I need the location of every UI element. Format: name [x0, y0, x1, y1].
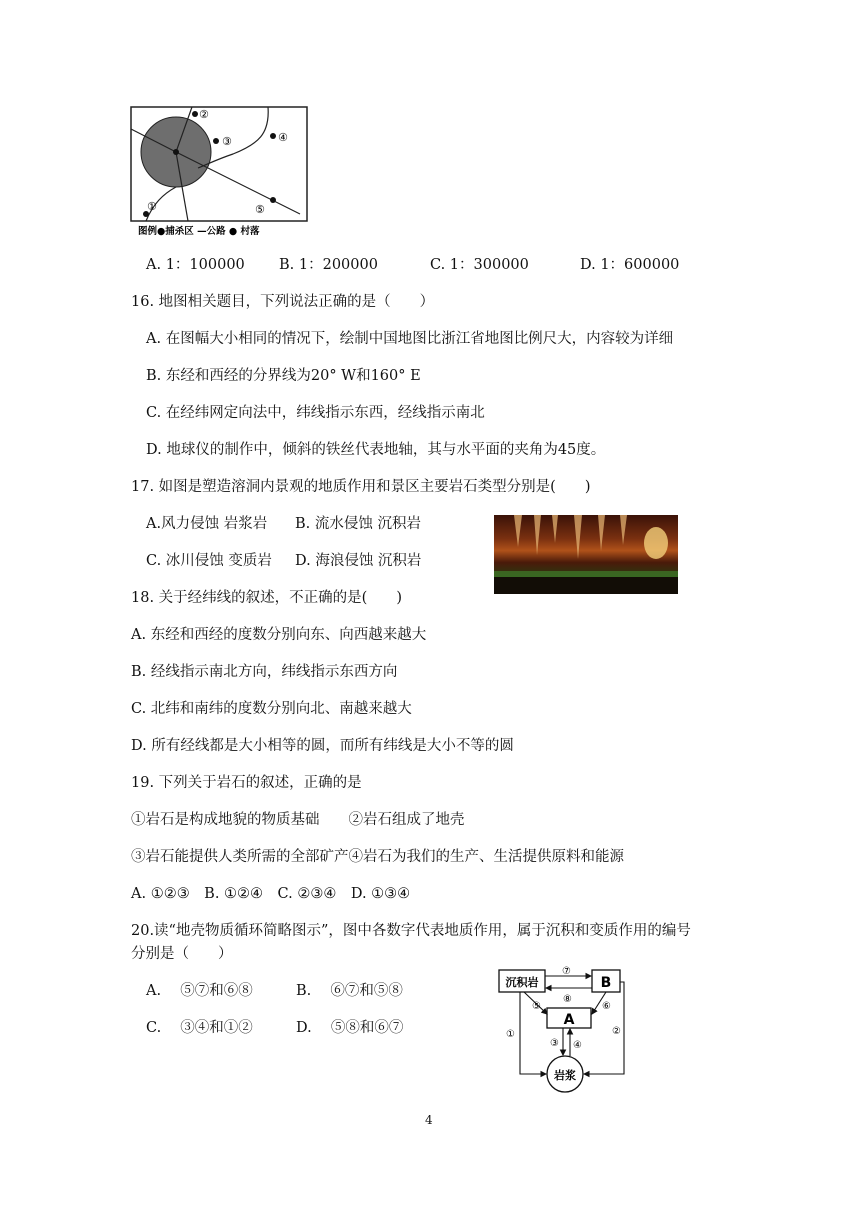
svg-text:①: ①	[506, 1029, 515, 1040]
svg-text:⑥: ⑥	[602, 1001, 611, 1012]
village-2	[192, 111, 198, 117]
q17-option-c: C. 冰川侵蚀 变质岩	[146, 553, 272, 569]
q17-stem: 17. 如图是塑造溶洞内景观的地质作用和景区主要岩石类型分别是( )	[131, 479, 591, 495]
map-label-5: ⑤	[255, 203, 265, 216]
page-number: 4	[425, 1113, 433, 1127]
cave-photo	[494, 515, 678, 594]
q20-option-c: C. ③④和①②	[146, 1020, 253, 1036]
map-label-3: ③	[222, 135, 232, 148]
svg-text:沉积岩: 沉积岩	[505, 976, 539, 989]
q16-option-a: A. 在图幅大小相同的情况下，绘制中国地图比浙江省地图比例尺大，内容较为详细	[146, 331, 674, 347]
map-label-4: ④	[278, 131, 288, 144]
q20-option-d: D. ⑤⑧和⑥⑦	[296, 1020, 404, 1036]
map-label-2: ②	[199, 108, 209, 121]
village-3	[213, 138, 219, 144]
q20-stem-line1: 20.读“地壳物质循环简略图示”，图中各数字代表地质作用，属于沉积和变质作用的编号	[131, 923, 691, 939]
q17-option-a: A.风力侵蚀 岩浆岩	[146, 516, 268, 532]
q17-option-d: D. 海浪侵蚀 沉积岩	[295, 553, 422, 569]
q19-options: A. ①②③ B. ①②④ C. ②③④ D. ①③④	[131, 886, 411, 902]
svg-text:B: B	[600, 975, 612, 991]
q20-option-a: A. ⑤⑦和⑥⑧	[146, 983, 253, 999]
svg-text:岩浆: 岩浆	[554, 1069, 576, 1082]
q18-option-a: A. 东经和西经的度数分别向东、向西越来越大	[131, 627, 427, 643]
q16-option-d: D. 地球仪的制作中，倾斜的铁丝代表地轴，其与水平面的夹角为45度。	[146, 442, 606, 458]
svg-text:④: ④	[573, 1040, 582, 1051]
svg-text:③: ③	[550, 1038, 559, 1049]
village-4	[270, 133, 276, 139]
svg-text:⑦: ⑦	[562, 966, 571, 977]
svg-text:⑤: ⑤	[532, 1001, 541, 1012]
q19-stem: 19. 下列关于岩石的叙述，正确的是	[131, 775, 362, 791]
map-label-1: ①	[147, 200, 157, 213]
q18-option-d: D. 所有经线都是大小相等的圆，而所有纬线是大小不等的圆	[131, 738, 514, 754]
q20-option-b: B. ⑥⑦和⑤⑧	[296, 983, 403, 999]
q19-statement-1: ①岩石是构成地貌的物质基础 ②岩石组成了地壳	[131, 812, 465, 828]
svg-text:②: ②	[612, 1026, 621, 1037]
q19-statement-2: ③岩石能提供人类所需的全部矿产④岩石为我们的生产、生活提供原料和能源	[131, 849, 624, 865]
q18-option-b: B. 经线指示南北方向，纬线指示东西方向	[131, 664, 398, 680]
q16-option-b: B. 东经和西经的分界线为20° W和160° E	[146, 368, 421, 384]
map-legend: 图例●捕杀区 —公路 ● 村落	[138, 226, 260, 237]
q18-option-c: C. 北纬和南纬的度数分别向北、南越来越大	[131, 701, 412, 717]
q15-option-d: D. 1：600000	[580, 257, 680, 273]
svg-text:A: A	[563, 1012, 575, 1028]
q16-stem: 16. 地图相关题目，下列说法正确的是（ ）	[131, 294, 435, 310]
q17-option-b: B. 流水侵蚀 沉积岩	[295, 516, 421, 532]
map-figure	[128, 104, 314, 240]
q15-option-c: C. 1：300000	[430, 257, 529, 273]
q15-option-a: A. 1：100000	[146, 257, 245, 273]
rock-cycle-diagram	[494, 964, 638, 1096]
village-5	[270, 197, 276, 203]
svg-text:⑧: ⑧	[563, 994, 572, 1005]
q20-stem-line2: 分别是（ ）	[131, 946, 233, 962]
q16-option-c: C. 在经纬网定向法中，纬线指示东西，经线指示南北	[146, 405, 485, 421]
q15-option-b: B. 1：200000	[279, 257, 378, 273]
q18-stem: 18. 关于经纬线的叙述，不正确的是( )	[131, 590, 402, 606]
